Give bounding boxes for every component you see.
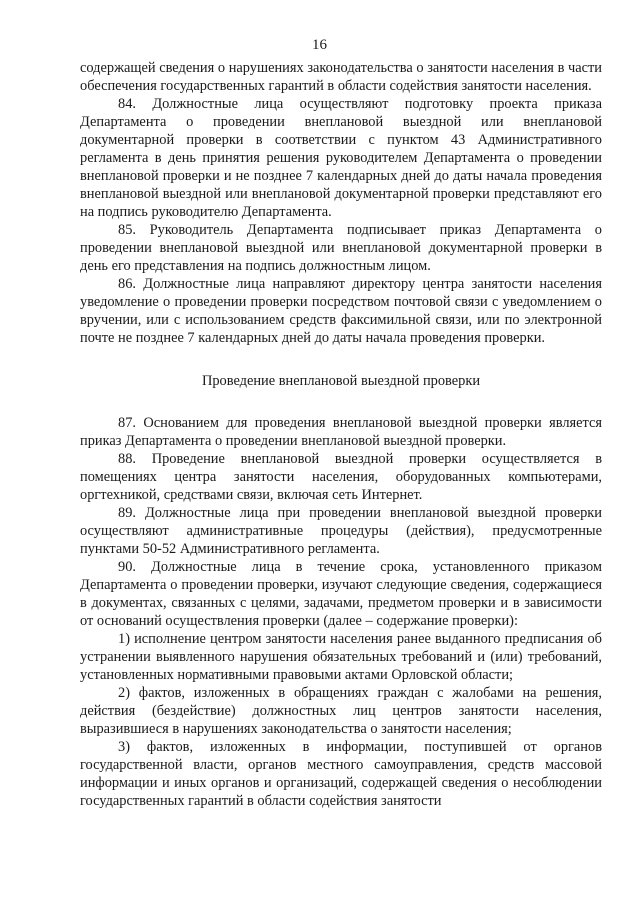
paragraph-87: 87. Основанием для проведения внеплановой выездной проверки является приказ Департамента о проведении внеплановой выездной проверки. <box>80 415 602 449</box>
paragraph-85: 85. Руководитель Департамента подписывает приказ Департамента о проведении внеплановой выездной или внеплановой документарной проверки в день его представления на подпись должностным лицом. <box>80 222 602 274</box>
paragraph-84: 84. Должностные лица осуществляют подготовку проекта приказа Департамента о проведении внеплановой выездной или внеплановой документарной проверки в соответствии с пунктом 43 Административного регламента в день принятия решения руководителем Департамента о проведении внеплановой проверки и не позднее 7 календарных дней до даты начала проведения внеплановой выездной или внеплановой документарной проверки представляют его на подпись руководителю Департамента. <box>80 96 602 220</box>
page-number: 16 <box>312 37 327 53</box>
paragraph-88: 88. Проведение внеплановой выездной проверки осуществляется в помещениях центра занятости населения, оборудованных компьютерами, оргтехникой, средствами связи, включая сеть Интернет. <box>80 451 602 503</box>
paragraph-89: 89. Должностные лица при проведении внеплановой выездной проверки осуществляют административные процедуры (действия), предусмотренные пунктами 50-52 Административного регламента. <box>80 505 602 557</box>
document-body <box>80 59 602 810</box>
paragraph-continuation: содержащей сведения о нарушениях законодательства о занятости населения в части обеспечения государственных гарантий в области содействия занятости населения. <box>80 60 602 94</box>
paragraph-86: 86. Должностные лица направляют директору центра занятости населения уведомление о проведении проверки посредством почтовой связи с уведомлением о вручении, или с использованием средств факсимильной связи, или по электронной почте не позднее 7 календарных дней до даты начала проведения проверки. <box>80 276 602 346</box>
section-heading: Проведение внеплановой выездной проверки <box>201 373 481 389</box>
paragraph-90: 90. Должностные лица в течение срока, установленного приказом Департамента о проведении проверки, изучают следующие сведения, содержащиеся в документах, связанных с целями, задачами, предметом проверки и в зависимости от оснований осуществления проверки (далее – содержание проверки): <box>80 559 602 629</box>
paragraph-90-item-1: 1) исполнение центром занятости населения ранее выданного предписания об устранении выявленного нарушения обязательных требований и (или) требований, установленных нормативными правовыми актами Орловской области; <box>80 631 602 683</box>
paragraph-90-item-2: 2) фактов, изложенных в обращениях граждан с жалобами на решения, действия (бездействие) должностных лиц центров занятости населения, выразившиеся в нарушениях законодательства о занятости населения; <box>80 685 602 737</box>
paragraph-90-item-3: 3) фактов, изложенных в информации, поступившей от органов государственной власти, органов местного самоуправления, средств массовой информации и иных органов и организаций, содержащей сведения о несоблюдении государственных гарантий в области содействия занятости <box>80 739 602 809</box>
